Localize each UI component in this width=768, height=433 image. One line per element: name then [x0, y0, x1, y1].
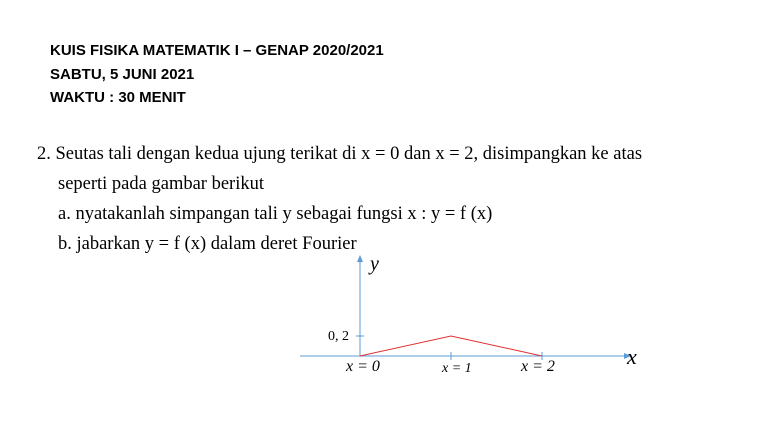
quiz-title: KUIS FISIKA MATEMATIK I – GENAP 2020/2021	[50, 42, 384, 59]
problem-line-2: seperti pada gambar berikut	[58, 174, 264, 194]
problem-item-b: b. jabarkan y = f (x) dalam deret Fourier	[58, 234, 357, 254]
quiz-duration: WAKTU : 30 MENIT	[50, 89, 186, 106]
problem-line-1: 2. Seutas tali dengan kedua ujung terikat di x = 0 dan x = 2, disimpangkan ke atas	[37, 144, 643, 164]
y-axis-label: y	[370, 253, 379, 275]
x-tick-label-1: x = 1	[442, 361, 472, 376]
quiz-date: SABTU, 5 JUNI 2021	[50, 65, 195, 83]
y-tick-label: 0, 2	[328, 329, 349, 344]
y-axis-arrow-icon	[357, 255, 363, 262]
x-axis-label: x	[627, 344, 637, 369]
x-tick-label-0: x = 0	[346, 358, 380, 375]
figure-axes	[300, 255, 631, 360]
x-tick-label-2: x = 2	[521, 358, 555, 375]
problem-item-a: a. nyatakanlah simpangan tali y sebagai fungsi x : y = f (x)	[58, 204, 493, 224]
